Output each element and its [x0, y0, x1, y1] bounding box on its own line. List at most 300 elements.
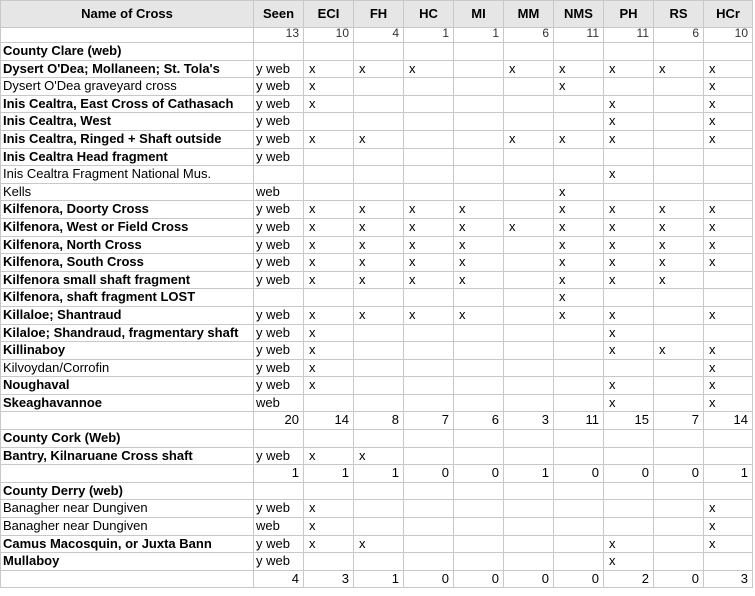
mark-cell[interactable]: x	[704, 130, 753, 148]
mark-cell[interactable]: x	[304, 236, 354, 254]
total-cell[interactable]: 14	[304, 412, 354, 430]
empty-cell[interactable]	[504, 43, 554, 61]
empty-cell[interactable]	[454, 482, 504, 500]
empty-cell[interactable]	[354, 482, 404, 500]
total-cell[interactable]: 1	[404, 28, 454, 43]
mark-cell[interactable]: x	[604, 324, 654, 342]
mark-cell[interactable]	[454, 183, 504, 201]
seen-cell[interactable]: web	[254, 518, 304, 536]
mark-cell[interactable]: x	[704, 359, 753, 377]
mark-cell[interactable]	[404, 359, 454, 377]
mark-cell[interactable]: x	[304, 130, 354, 148]
total-cell[interactable]: 3	[304, 570, 354, 588]
mark-cell[interactable]	[354, 359, 404, 377]
mark-cell[interactable]	[604, 500, 654, 518]
mark-cell[interactable]: x	[554, 289, 604, 307]
column-header[interactable]: MM	[504, 1, 554, 28]
group-name[interactable]: County Derry (web)	[1, 482, 254, 500]
empty-cell[interactable]	[1, 465, 254, 483]
mark-cell[interactable]	[604, 447, 654, 465]
mark-cell[interactable]: x	[704, 518, 753, 536]
cross-name-cell[interactable]: Banagher near Dungiven	[1, 518, 254, 536]
mark-cell[interactable]	[454, 342, 504, 360]
mark-cell[interactable]: x	[354, 306, 404, 324]
cross-name-cell[interactable]: Inis Cealtra, East Cross of Cathasach	[1, 95, 254, 113]
mark-cell[interactable]: x	[304, 271, 354, 289]
seen-cell[interactable]: y web	[254, 254, 304, 272]
mark-cell[interactable]	[404, 183, 454, 201]
cross-name-cell[interactable]: Kilfenora, shaft fragment LOST	[1, 289, 254, 307]
mark-cell[interactable]	[554, 113, 604, 131]
mark-cell[interactable]	[554, 447, 604, 465]
mark-cell[interactable]: x	[304, 342, 354, 360]
mark-cell[interactable]	[504, 183, 554, 201]
mark-cell[interactable]	[654, 447, 704, 465]
mark-cell[interactable]: x	[404, 218, 454, 236]
mark-cell[interactable]	[454, 500, 504, 518]
mark-cell[interactable]	[504, 518, 554, 536]
mark-cell[interactable]: x	[354, 271, 404, 289]
mark-cell[interactable]: x	[454, 201, 504, 219]
mark-cell[interactable]: x	[504, 130, 554, 148]
mark-cell[interactable]	[404, 78, 454, 96]
mark-cell[interactable]	[504, 394, 554, 412]
mark-cell[interactable]: x	[554, 236, 604, 254]
seen-cell[interactable]: y web	[254, 535, 304, 553]
mark-cell[interactable]: x	[704, 254, 753, 272]
mark-cell[interactable]: x	[554, 78, 604, 96]
mark-cell[interactable]: x	[704, 535, 753, 553]
mark-cell[interactable]	[454, 113, 504, 131]
total-cell[interactable]: 10	[704, 28, 753, 43]
seen-cell[interactable]: y web	[254, 130, 304, 148]
cross-name-cell[interactable]: Kilfenora small shaft fragment	[1, 271, 254, 289]
total-cell[interactable]: 0	[454, 465, 504, 483]
mark-cell[interactable]: x	[554, 60, 604, 78]
column-header[interactable]: Seen	[254, 1, 304, 28]
mark-cell[interactable]: x	[304, 359, 354, 377]
seen-cell[interactable]: y web	[254, 306, 304, 324]
total-cell[interactable]: 0	[504, 570, 554, 588]
seen-cell[interactable]: y web	[254, 324, 304, 342]
mark-cell[interactable]	[504, 148, 554, 166]
total-cell[interactable]: 20	[254, 412, 304, 430]
empty-cell[interactable]	[654, 430, 704, 448]
empty-cell[interactable]	[504, 430, 554, 448]
mark-cell[interactable]	[554, 148, 604, 166]
total-cell[interactable]: 11	[604, 28, 654, 43]
mark-cell[interactable]	[504, 324, 554, 342]
mark-cell[interactable]: x	[704, 394, 753, 412]
column-header[interactable]: FH	[354, 1, 404, 28]
seen-cell[interactable]: y web	[254, 342, 304, 360]
mark-cell[interactable]: x	[354, 236, 404, 254]
mark-cell[interactable]: x	[604, 166, 654, 184]
mark-cell[interactable]: x	[704, 236, 753, 254]
mark-cell[interactable]	[654, 553, 704, 571]
mark-cell[interactable]	[354, 113, 404, 131]
cross-name-cell[interactable]: Inis Cealtra Fragment National Mus.	[1, 166, 254, 184]
mark-cell[interactable]	[654, 394, 704, 412]
mark-cell[interactable]	[504, 254, 554, 272]
empty-cell[interactable]	[704, 43, 753, 61]
mark-cell[interactable]: x	[604, 342, 654, 360]
mark-cell[interactable]: x	[304, 78, 354, 96]
total-cell[interactable]: 4	[254, 570, 304, 588]
mark-cell[interactable]	[554, 95, 604, 113]
mark-cell[interactable]	[454, 324, 504, 342]
empty-cell[interactable]	[254, 43, 304, 61]
mark-cell[interactable]	[454, 95, 504, 113]
cross-name-cell[interactable]: Inis Cealtra, Ringed + Shaft outside	[1, 130, 254, 148]
total-cell[interactable]: 6	[454, 412, 504, 430]
mark-cell[interactable]: x	[604, 394, 654, 412]
mark-cell[interactable]: x	[454, 218, 504, 236]
cross-name-cell[interactable]: Skeaghavannoe	[1, 394, 254, 412]
mark-cell[interactable]: x	[554, 271, 604, 289]
mark-cell[interactable]	[554, 377, 604, 395]
empty-cell[interactable]	[504, 482, 554, 500]
mark-cell[interactable]: x	[404, 201, 454, 219]
mark-cell[interactable]	[454, 394, 504, 412]
mark-cell[interactable]: x	[304, 377, 354, 395]
mark-cell[interactable]	[504, 113, 554, 131]
empty-cell[interactable]	[604, 482, 654, 500]
mark-cell[interactable]	[504, 377, 554, 395]
empty-cell[interactable]	[404, 43, 454, 61]
mark-cell[interactable]	[354, 289, 404, 307]
mark-cell[interactable]: x	[304, 518, 354, 536]
empty-cell[interactable]	[554, 43, 604, 61]
cross-name-cell[interactable]: Kilaloe; Shandraud, fragmentary shaft	[1, 324, 254, 342]
mark-cell[interactable]: x	[304, 324, 354, 342]
total-cell[interactable]: 0	[404, 465, 454, 483]
cross-name-cell[interactable]: Dysert O'Dea; Mollaneen; St. Tola's	[1, 60, 254, 78]
seen-cell[interactable]: y web	[254, 447, 304, 465]
seen-cell[interactable]: y web	[254, 60, 304, 78]
mark-cell[interactable]: x	[604, 377, 654, 395]
seen-cell[interactable]: y web	[254, 78, 304, 96]
mark-cell[interactable]: x	[354, 130, 404, 148]
mark-cell[interactable]	[504, 78, 554, 96]
total-cell[interactable]: 4	[354, 28, 404, 43]
mark-cell[interactable]: x	[304, 254, 354, 272]
mark-cell[interactable]: x	[704, 60, 753, 78]
seen-cell[interactable]: y web	[254, 201, 304, 219]
mark-cell[interactable]	[704, 447, 753, 465]
seen-cell[interactable]: y web	[254, 359, 304, 377]
mark-cell[interactable]: x	[704, 201, 753, 219]
mark-cell[interactable]	[654, 113, 704, 131]
cross-name-cell[interactable]: Killinaboy	[1, 342, 254, 360]
mark-cell[interactable]: x	[704, 113, 753, 131]
mark-cell[interactable]	[504, 236, 554, 254]
empty-cell[interactable]	[1, 570, 254, 588]
empty-cell[interactable]	[404, 482, 454, 500]
mark-cell[interactable]: x	[704, 377, 753, 395]
cross-name-cell[interactable]: Camus Macosquin, or Juxta Bann	[1, 535, 254, 553]
mark-cell[interactable]	[704, 553, 753, 571]
column-header[interactable]: ECI	[304, 1, 354, 28]
empty-cell[interactable]	[654, 43, 704, 61]
mark-cell[interactable]	[354, 377, 404, 395]
total-cell[interactable]: 1	[254, 465, 304, 483]
mark-cell[interactable]: x	[354, 218, 404, 236]
seen-cell[interactable]: web	[254, 183, 304, 201]
mark-cell[interactable]	[504, 359, 554, 377]
mark-cell[interactable]: x	[654, 201, 704, 219]
total-cell[interactable]: 11	[554, 412, 604, 430]
mark-cell[interactable]: x	[654, 254, 704, 272]
mark-cell[interactable]	[454, 535, 504, 553]
seen-cell[interactable]: y web	[254, 218, 304, 236]
cross-name-cell[interactable]: Kilvoydan/Corrofin	[1, 359, 254, 377]
mark-cell[interactable]: x	[304, 447, 354, 465]
total-cell[interactable]: 1	[304, 465, 354, 483]
mark-cell[interactable]: x	[704, 78, 753, 96]
mark-cell[interactable]	[654, 535, 704, 553]
mark-cell[interactable]: x	[304, 306, 354, 324]
mark-cell[interactable]: x	[704, 306, 753, 324]
empty-cell[interactable]	[254, 430, 304, 448]
mark-cell[interactable]	[504, 447, 554, 465]
total-cell[interactable]: 7	[404, 412, 454, 430]
mark-cell[interactable]	[404, 342, 454, 360]
mark-cell[interactable]	[404, 130, 454, 148]
empty-cell[interactable]	[354, 430, 404, 448]
mark-cell[interactable]: x	[654, 218, 704, 236]
cross-name-cell[interactable]: Mullaboy	[1, 553, 254, 571]
mark-cell[interactable]	[454, 60, 504, 78]
mark-cell[interactable]: x	[454, 236, 504, 254]
mark-cell[interactable]	[404, 377, 454, 395]
seen-cell[interactable]: y web	[254, 377, 304, 395]
total-cell[interactable]: 0	[654, 465, 704, 483]
mark-cell[interactable]: x	[404, 236, 454, 254]
mark-cell[interactable]: x	[654, 236, 704, 254]
empty-cell[interactable]	[454, 430, 504, 448]
mark-cell[interactable]	[404, 447, 454, 465]
mark-cell[interactable]: x	[504, 60, 554, 78]
total-cell[interactable]: 1	[704, 465, 753, 483]
mark-cell[interactable]	[654, 130, 704, 148]
total-cell[interactable]: 0	[554, 465, 604, 483]
mark-cell[interactable]	[554, 166, 604, 184]
mark-cell[interactable]	[454, 148, 504, 166]
empty-cell[interactable]	[304, 43, 354, 61]
total-cell[interactable]: 0	[554, 570, 604, 588]
mark-cell[interactable]: x	[354, 60, 404, 78]
empty-cell[interactable]	[604, 430, 654, 448]
mark-cell[interactable]: x	[604, 553, 654, 571]
mark-cell[interactable]	[304, 148, 354, 166]
mark-cell[interactable]	[654, 78, 704, 96]
total-cell[interactable]: 10	[304, 28, 354, 43]
mark-cell[interactable]	[604, 183, 654, 201]
mark-cell[interactable]	[554, 342, 604, 360]
mark-cell[interactable]: x	[604, 236, 654, 254]
total-cell[interactable]: 15	[604, 412, 654, 430]
mark-cell[interactable]	[354, 324, 404, 342]
total-cell[interactable]: 1	[354, 570, 404, 588]
cross-name-cell[interactable]: Inis Cealtra Head fragment	[1, 148, 254, 166]
mark-cell[interactable]	[354, 78, 404, 96]
mark-cell[interactable]	[404, 535, 454, 553]
mark-cell[interactable]	[304, 394, 354, 412]
empty-cell[interactable]	[404, 430, 454, 448]
mark-cell[interactable]	[404, 518, 454, 536]
cross-name-cell[interactable]: Kells	[1, 183, 254, 201]
mark-cell[interactable]	[404, 553, 454, 571]
mark-cell[interactable]: x	[704, 500, 753, 518]
mark-cell[interactable]	[704, 148, 753, 166]
cross-name-cell[interactable]: Banagher near Dungiven	[1, 500, 254, 518]
mark-cell[interactable]	[404, 394, 454, 412]
mark-cell[interactable]	[454, 166, 504, 184]
mark-cell[interactable]	[304, 183, 354, 201]
mark-cell[interactable]: x	[604, 535, 654, 553]
total-cell[interactable]: 0	[654, 570, 704, 588]
total-cell[interactable]: 0	[604, 465, 654, 483]
mark-cell[interactable]: x	[604, 218, 654, 236]
cross-name-cell[interactable]: Kilfenora, West or Field Cross	[1, 218, 254, 236]
empty-cell[interactable]	[554, 430, 604, 448]
mark-cell[interactable]	[654, 289, 704, 307]
mark-cell[interactable]: x	[554, 254, 604, 272]
mark-cell[interactable]: x	[654, 342, 704, 360]
mark-cell[interactable]	[454, 289, 504, 307]
total-cell[interactable]: 3	[704, 570, 753, 588]
mark-cell[interactable]: x	[454, 306, 504, 324]
mark-cell[interactable]: x	[654, 271, 704, 289]
mark-cell[interactable]: x	[704, 218, 753, 236]
mark-cell[interactable]	[404, 166, 454, 184]
empty-cell[interactable]	[704, 482, 753, 500]
mark-cell[interactable]	[554, 535, 604, 553]
mark-cell[interactable]: x	[354, 535, 404, 553]
mark-cell[interactable]	[354, 166, 404, 184]
mark-cell[interactable]	[354, 518, 404, 536]
cross-name-cell[interactable]: Dysert O'Dea graveyard cross	[1, 78, 254, 96]
mark-cell[interactable]	[654, 377, 704, 395]
mark-cell[interactable]: x	[304, 201, 354, 219]
group-name[interactable]: County Clare (web)	[1, 43, 254, 61]
cross-name-cell[interactable]: Killaloe; Shantraud	[1, 306, 254, 324]
seen-cell[interactable]: y web	[254, 148, 304, 166]
mark-cell[interactable]	[554, 500, 604, 518]
cross-name-cell[interactable]: Bantry, Kilnaruane Cross shaft	[1, 447, 254, 465]
mark-cell[interactable]	[504, 271, 554, 289]
total-cell[interactable]: 7	[654, 412, 704, 430]
mark-cell[interactable]: x	[554, 306, 604, 324]
mark-cell[interactable]	[654, 324, 704, 342]
mark-cell[interactable]: x	[304, 60, 354, 78]
seen-cell[interactable]: y web	[254, 500, 304, 518]
mark-cell[interactable]: x	[404, 60, 454, 78]
mark-cell[interactable]	[354, 148, 404, 166]
empty-cell[interactable]	[1, 412, 254, 430]
seen-cell[interactable]	[254, 289, 304, 307]
cross-name-cell[interactable]: Kilfenora, South Cross	[1, 254, 254, 272]
empty-cell[interactable]	[454, 43, 504, 61]
empty-cell[interactable]	[654, 482, 704, 500]
mark-cell[interactable]: x	[554, 183, 604, 201]
mark-cell[interactable]	[454, 359, 504, 377]
mark-cell[interactable]: x	[604, 113, 654, 131]
empty-cell[interactable]	[304, 482, 354, 500]
column-header[interactable]: Name of Cross	[1, 1, 254, 28]
mark-cell[interactable]	[554, 324, 604, 342]
mark-cell[interactable]	[404, 113, 454, 131]
mark-cell[interactable]	[604, 289, 654, 307]
mark-cell[interactable]: x	[604, 254, 654, 272]
empty-cell[interactable]	[354, 43, 404, 61]
mark-cell[interactable]	[304, 289, 354, 307]
mark-cell[interactable]: x	[354, 201, 404, 219]
mark-cell[interactable]	[404, 95, 454, 113]
mark-cell[interactable]	[504, 95, 554, 113]
mark-cell[interactable]	[654, 518, 704, 536]
mark-cell[interactable]	[454, 130, 504, 148]
mark-cell[interactable]: x	[404, 271, 454, 289]
mark-cell[interactable]	[304, 113, 354, 131]
mark-cell[interactable]: x	[554, 201, 604, 219]
column-header[interactable]: MI	[454, 1, 504, 28]
mark-cell[interactable]	[304, 553, 354, 571]
seen-cell[interactable]: web	[254, 394, 304, 412]
mark-cell[interactable]: x	[404, 254, 454, 272]
total-cell[interactable]: 8	[354, 412, 404, 430]
mark-cell[interactable]	[504, 553, 554, 571]
mark-cell[interactable]: x	[354, 447, 404, 465]
total-cell[interactable]: 0	[404, 570, 454, 588]
mark-cell[interactable]	[554, 518, 604, 536]
mark-cell[interactable]: x	[654, 60, 704, 78]
mark-cell[interactable]	[354, 183, 404, 201]
total-cell[interactable]: 11	[554, 28, 604, 43]
mark-cell[interactable]	[654, 306, 704, 324]
mark-cell[interactable]	[454, 518, 504, 536]
cross-name-cell[interactable]: Inis Cealtra, West	[1, 113, 254, 131]
total-cell[interactable]: 1	[454, 28, 504, 43]
mark-cell[interactable]	[404, 500, 454, 518]
mark-cell[interactable]	[554, 394, 604, 412]
mark-cell[interactable]	[354, 553, 404, 571]
mark-cell[interactable]: x	[604, 271, 654, 289]
column-header[interactable]: PH	[604, 1, 654, 28]
mark-cell[interactable]	[454, 553, 504, 571]
empty-cell[interactable]	[254, 482, 304, 500]
seen-cell[interactable]	[254, 166, 304, 184]
mark-cell[interactable]	[654, 359, 704, 377]
total-cell[interactable]: 14	[704, 412, 753, 430]
mark-cell[interactable]	[504, 535, 554, 553]
mark-cell[interactable]: x	[604, 60, 654, 78]
cross-name-cell[interactable]: Kilfenora, Doorty Cross	[1, 201, 254, 219]
total-cell[interactable]: 6	[504, 28, 554, 43]
mark-cell[interactable]	[604, 78, 654, 96]
mark-cell[interactable]	[704, 289, 753, 307]
mark-cell[interactable]	[454, 78, 504, 96]
group-name[interactable]: County Cork (Web)	[1, 430, 254, 448]
mark-cell[interactable]	[604, 518, 654, 536]
mark-cell[interactable]	[504, 500, 554, 518]
mark-cell[interactable]: x	[504, 218, 554, 236]
mark-cell[interactable]	[354, 500, 404, 518]
mark-cell[interactable]	[454, 447, 504, 465]
empty-cell[interactable]	[554, 482, 604, 500]
seen-cell[interactable]: y web	[254, 553, 304, 571]
